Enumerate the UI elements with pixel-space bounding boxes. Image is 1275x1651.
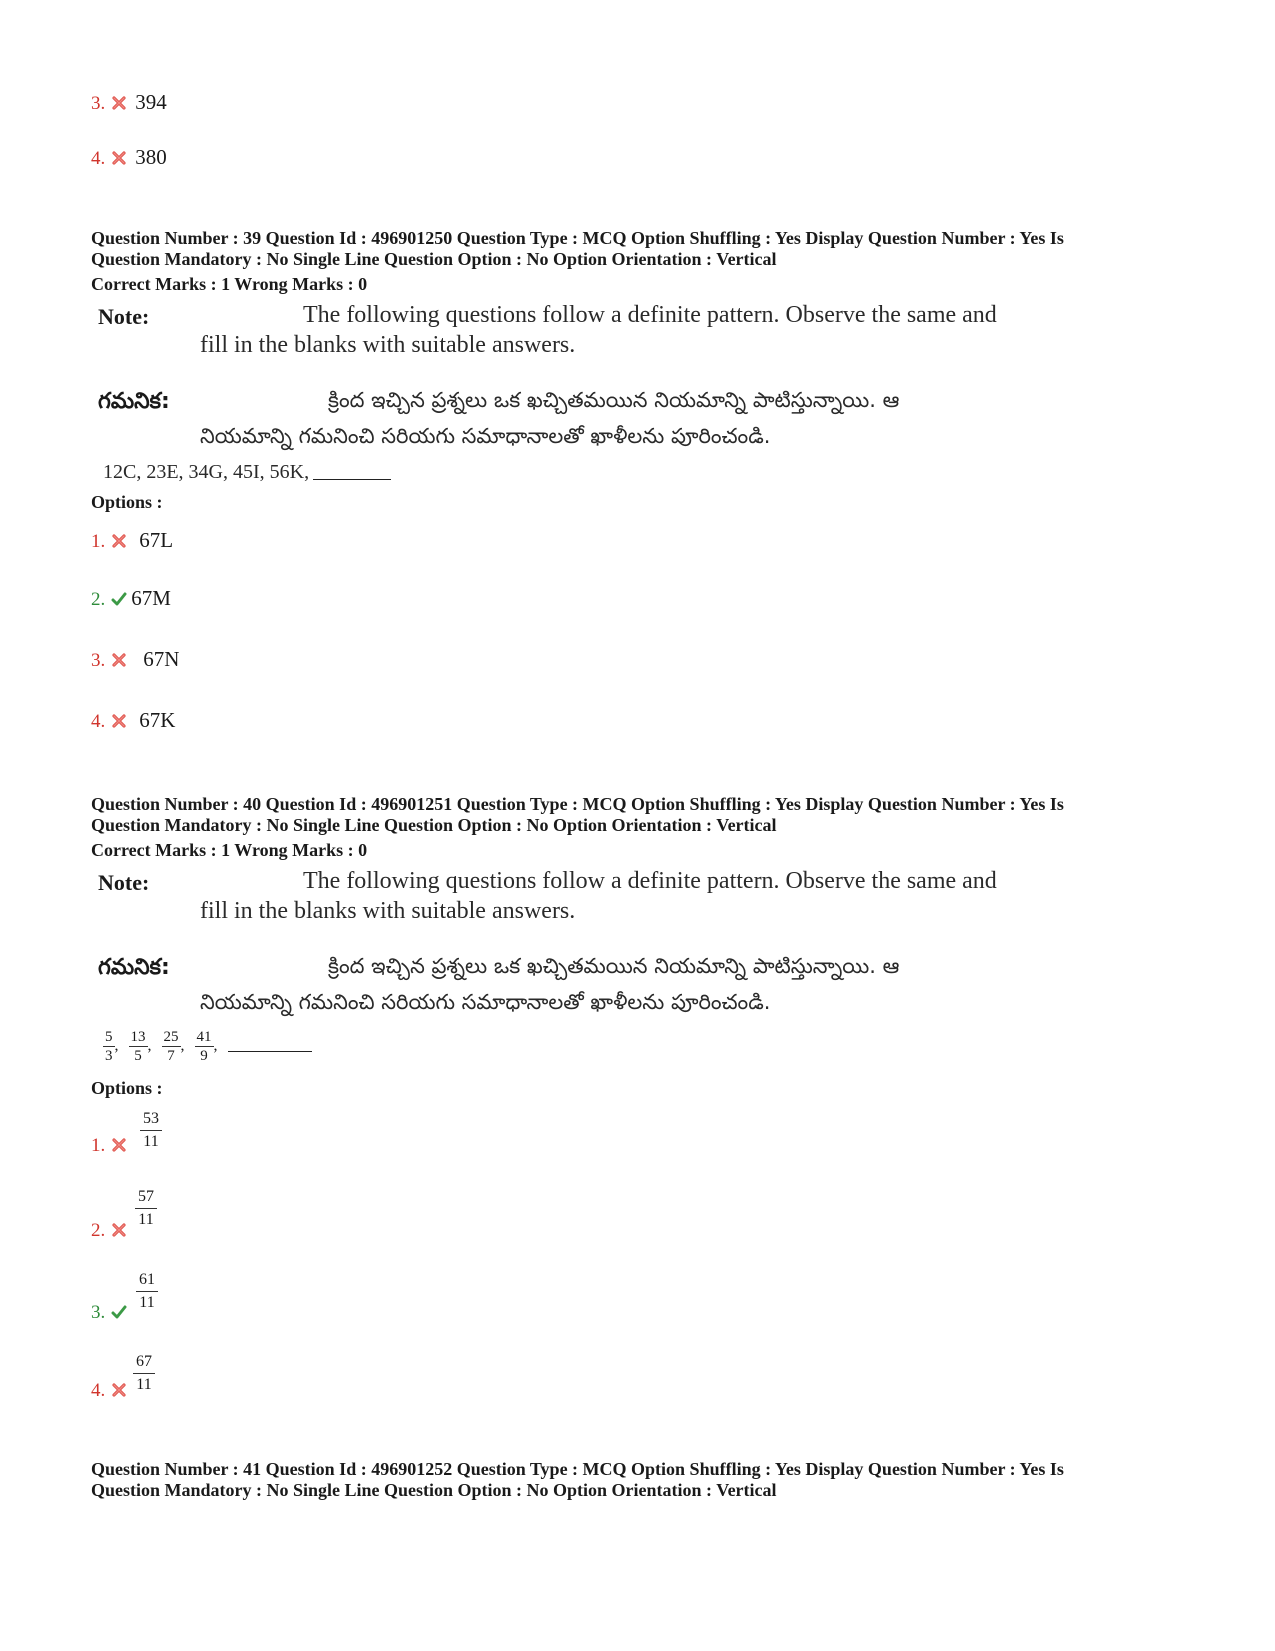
blank-line <box>313 479 391 480</box>
option-number: 3. <box>91 650 106 671</box>
prev-option-3 <box>91 90 167 115</box>
fraction-denominator: 11 <box>143 1133 159 1150</box>
q39-note-label: Note: <box>98 304 150 329</box>
separator: , <box>114 1037 119 1055</box>
q40-meta-line2: Question Mandatory : No Single Line Question Option : No Option Orientation : Vertical <box>91 815 777 835</box>
fraction-numerator: 53 <box>140 1108 162 1131</box>
q41-meta-line2: Question Mandatory : No Single Line Question Option : No Option Orientation : Vertical <box>91 1480 777 1500</box>
separator: , <box>213 1037 218 1055</box>
fraction-denominator: 9 <box>200 1048 208 1064</box>
check-icon <box>111 1304 127 1320</box>
q39-meta-line1: Question Number : 39 Question Id : 496901250 Question Type : MCQ Option Shuffling : Yes Display Question Number : Yes Is <box>91 228 1064 248</box>
fraction-numerator: 57 <box>135 1186 157 1209</box>
cross-icon <box>111 150 127 166</box>
separator: , <box>180 1037 185 1055</box>
q41-meta-line1: Question Number : 41 Question Id : 496901252 Question Type : MCQ Option Shuffling : Yes Display Question Number : Yes Is <box>91 1459 1064 1479</box>
fraction-denominator: 7 <box>167 1048 175 1064</box>
q39-telugu-line1: క్రింద ఇచ్చిన ప్రశ్నలు ఒక ఖచ్చితమయిన నియమాన్ని పాటిస్తున్నాయి. ఆ <box>328 388 900 412</box>
q39-marks: Correct Marks : 1 Wrong Marks : 0 <box>91 274 368 294</box>
cross-icon <box>111 95 127 111</box>
q40-note-line2: fill in the blanks with suitable answers. <box>200 898 576 924</box>
option-number: 3. <box>91 93 106 114</box>
fraction <box>162 1028 181 1065</box>
q40-option-1-fraction <box>140 1108 162 1153</box>
q40-option-3-fraction <box>136 1269 158 1314</box>
q40-option-4-fraction <box>133 1351 155 1396</box>
fraction <box>103 1028 115 1065</box>
fraction-numerator: 41 <box>196 1029 212 1045</box>
separator: , <box>147 1037 152 1055</box>
option-number: 3. <box>91 1302 106 1323</box>
q40-meta-line1: Question Number : 40 Question Id : 496901251 Question Type : MCQ Option Shuffling : Yes Display Question Number : Yes Is <box>91 794 1064 814</box>
q40-telugu-label: గమనిక: <box>98 955 170 980</box>
fraction-numerator: 5 <box>105 1029 113 1045</box>
q40-option-3 <box>91 1302 127 1324</box>
option-value: 67K <box>139 708 176 732</box>
cross-icon <box>111 1137 127 1153</box>
q40-option-2 <box>91 1220 127 1242</box>
option-number: 1. <box>91 1135 106 1156</box>
check-icon <box>111 591 127 607</box>
option-number: 4. <box>91 148 106 169</box>
cross-icon <box>111 533 127 549</box>
q40-telugu-line1: క్రింద ఇచ్చిన ప్రశ్నలు ఒక ఖచ్చితమయిన నియమాన్ని పాటిస్తున్నాయి. ఆ <box>328 954 900 978</box>
q39-note-line1: The following questions follow a definite pattern. Observe the same and <box>303 302 997 328</box>
fraction-denominator: 11 <box>136 1376 152 1393</box>
fraction-denominator: 5 <box>134 1048 142 1064</box>
option-number: 4. <box>91 1380 106 1401</box>
q39-option-3 <box>91 647 179 672</box>
q39-meta <box>91 228 1064 295</box>
q40-note-line1: The following questions follow a definite pattern. Observe the same and <box>303 868 997 894</box>
fraction <box>195 1028 214 1065</box>
q40-option-4 <box>91 1380 127 1402</box>
cross-icon <box>111 713 127 729</box>
q39-note-line2: fill in the blanks with suitable answers. <box>200 332 576 358</box>
fraction-denominator: 3 <box>105 1048 113 1064</box>
option-value: 67N <box>143 647 180 671</box>
q39-telugu-line2: నియమాన్ని గమనించి సరియగు సమాధానాలతో ఖాళీలను పూరించండి. <box>200 424 771 448</box>
q41-meta <box>91 1459 1064 1501</box>
option-number: 4. <box>91 711 106 732</box>
option-value: 67L <box>139 528 174 552</box>
fraction <box>129 1028 148 1065</box>
option-number: 2. <box>91 1220 106 1241</box>
q40-option-1 <box>91 1135 127 1157</box>
q39-option-4 <box>91 708 175 733</box>
q40-telugu-line2: నియమాన్ని గమనించి సరియగు సమాధానాలతో ఖాళీలను పూరించండి. <box>200 990 771 1014</box>
fraction-denominator: 11 <box>138 1211 154 1228</box>
q40-option-2-fraction <box>135 1186 157 1231</box>
option-value: 67M <box>131 586 171 610</box>
q39-telugu-label: గమనిక: <box>98 389 170 414</box>
q40-fraction-sequence <box>103 1028 312 1065</box>
q40-options-label: Options : <box>91 1078 163 1098</box>
q40-marks: Correct Marks : 1 Wrong Marks : 0 <box>91 840 368 860</box>
sequence-text: 12C, 23E, 34G, 45I, 56K, <box>103 461 310 483</box>
option-number: 2. <box>91 589 106 610</box>
fraction-numerator: 67 <box>133 1351 155 1374</box>
fraction-numerator: 61 <box>136 1269 158 1292</box>
q39-options-label: Options : <box>91 492 163 512</box>
q39-option-2 <box>91 586 171 611</box>
blank-line <box>228 1051 312 1052</box>
q39-option-1 <box>91 528 173 553</box>
fraction-numerator: 13 <box>130 1029 146 1045</box>
prev-option-4 <box>91 145 167 170</box>
option-value: 380 <box>135 145 167 169</box>
cross-icon <box>111 1382 127 1398</box>
cross-icon <box>111 1222 127 1238</box>
q40-meta <box>91 794 1064 861</box>
option-value: 394 <box>135 90 167 114</box>
cross-icon <box>111 652 127 668</box>
option-number: 1. <box>91 531 106 552</box>
fraction-numerator: 25 <box>163 1029 179 1045</box>
q39-sequence <box>103 461 391 484</box>
fraction-denominator: 11 <box>139 1294 155 1311</box>
q39-meta-line2: Question Mandatory : No Single Line Question Option : No Option Orientation : Vertical <box>91 249 777 269</box>
q40-note-label: Note: <box>98 870 150 895</box>
